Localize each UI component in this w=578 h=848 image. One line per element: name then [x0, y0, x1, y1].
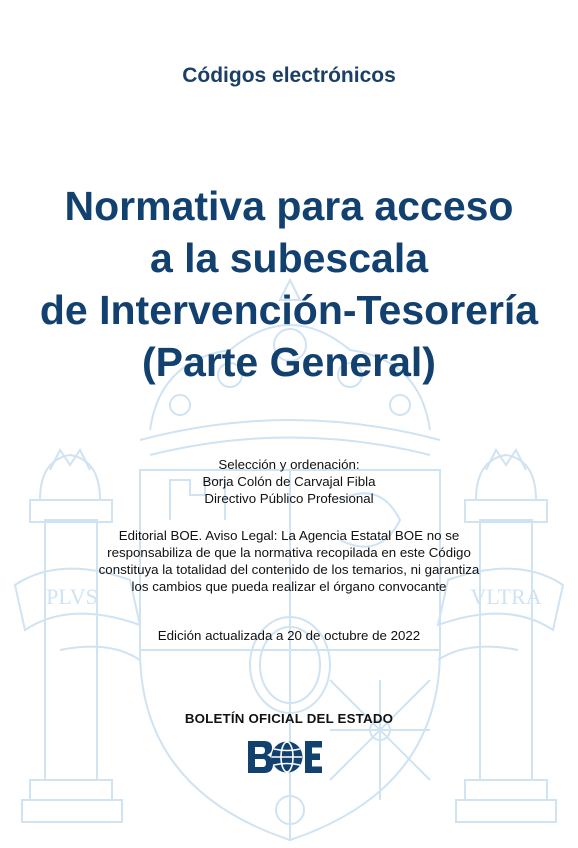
title-line: Normativa para acceso [64, 183, 514, 229]
document-title [0, 180, 578, 388]
legal-notice [0, 527, 578, 595]
legal-line: los cambios que pueda realizar el órgano convocante [131, 579, 447, 594]
motto-right: VLTRA [470, 584, 542, 609]
legal-line: Editorial BOE. Aviso Legal: La Agencia Estatal BOE no se [118, 528, 460, 543]
legal-line: constituya la totalidad del contenido de los temarios, ni garantiza [98, 562, 480, 577]
credits-heading: Selección y ordenación: [218, 457, 360, 472]
boe-logo [246, 739, 324, 775]
motto-left: PLVS [46, 584, 98, 609]
credits-block [0, 456, 578, 507]
title-line: de Intervención-Tesorería [39, 287, 539, 333]
edition-date: Edición actualizada a 20 de octubre de 2022 [157, 628, 421, 643]
credits-role: Directivo Público Profesional [204, 491, 374, 506]
credits-author: Borja Colón de Carvajal Fibla [202, 474, 376, 489]
title-line: a la subescala [149, 235, 429, 281]
publisher-name: BOLETÍN OFICIAL DEL ESTADO [184, 711, 394, 726]
legal-line: responsabiliza de que la normativa recopilada en este Código [107, 545, 471, 560]
title-line: (Parte General) [142, 339, 436, 385]
series-label: Códigos electrónicos [182, 64, 396, 87]
